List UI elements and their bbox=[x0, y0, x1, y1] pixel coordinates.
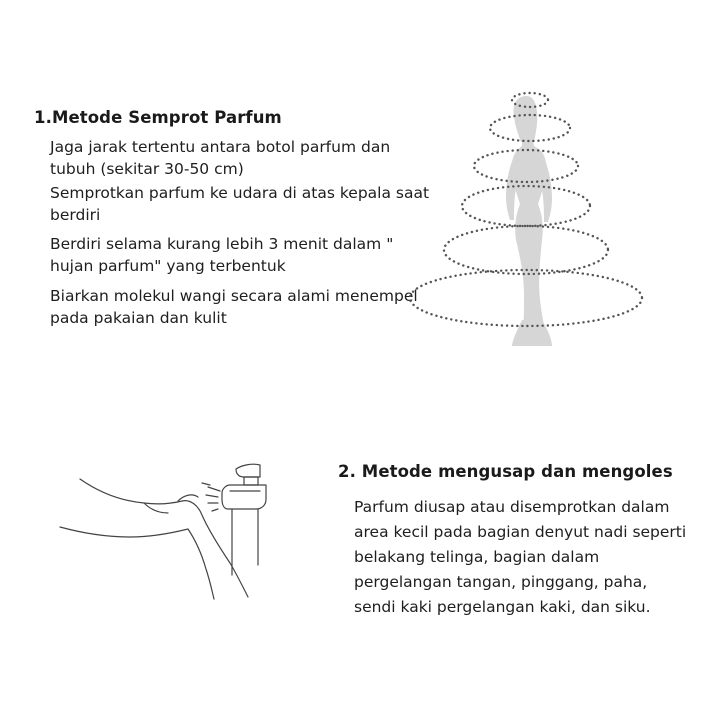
woman-silhouette-icon bbox=[506, 96, 552, 346]
arm-outline-icon bbox=[80, 479, 248, 597]
section-2-line-3: belakang telinga, bagian dalam bbox=[354, 548, 600, 566]
section-2-title: 2. Metode mengusap dan mengoles bbox=[338, 462, 673, 481]
section-2-paragraph bbox=[354, 495, 726, 620]
woman-spray-illustration bbox=[430, 80, 600, 360]
spray-bottle-icon bbox=[222, 464, 266, 575]
section-1-paragraph-4: Biarkan molekul wangi secara alami menempel pada pakaian dan kulit bbox=[50, 287, 418, 327]
section-1-paragraph-3: Berdiri selama kurang lebih 3 menit dalam " hujan parfum" yang terbentuk bbox=[50, 235, 394, 275]
section-2-line-4: pergelangan tangan, pinggang, paha, bbox=[354, 573, 648, 591]
section-2-line-2: area kecil pada bagian denyut nadi seperti bbox=[354, 523, 687, 541]
spray-lines-icon bbox=[202, 483, 220, 511]
section-1-paragraph-2: Semprotkan parfum ke udara di atas kepala saat berdiri bbox=[50, 184, 430, 224]
section-2-line-1: Parfum diusap atau disemprotkan dalam bbox=[354, 498, 670, 516]
section-1-paragraph-1: Jaga jarak tertentu antara botol parfum dan tubuh (sekitar 30-50 cm) bbox=[50, 138, 391, 178]
wrist-spray-illustration bbox=[60, 455, 300, 600]
section-1-title: 1.Metode Semprot Parfum bbox=[34, 108, 282, 127]
section-2-line-5: sendi kaki pergelangan kaki, dan siku. bbox=[354, 598, 651, 616]
